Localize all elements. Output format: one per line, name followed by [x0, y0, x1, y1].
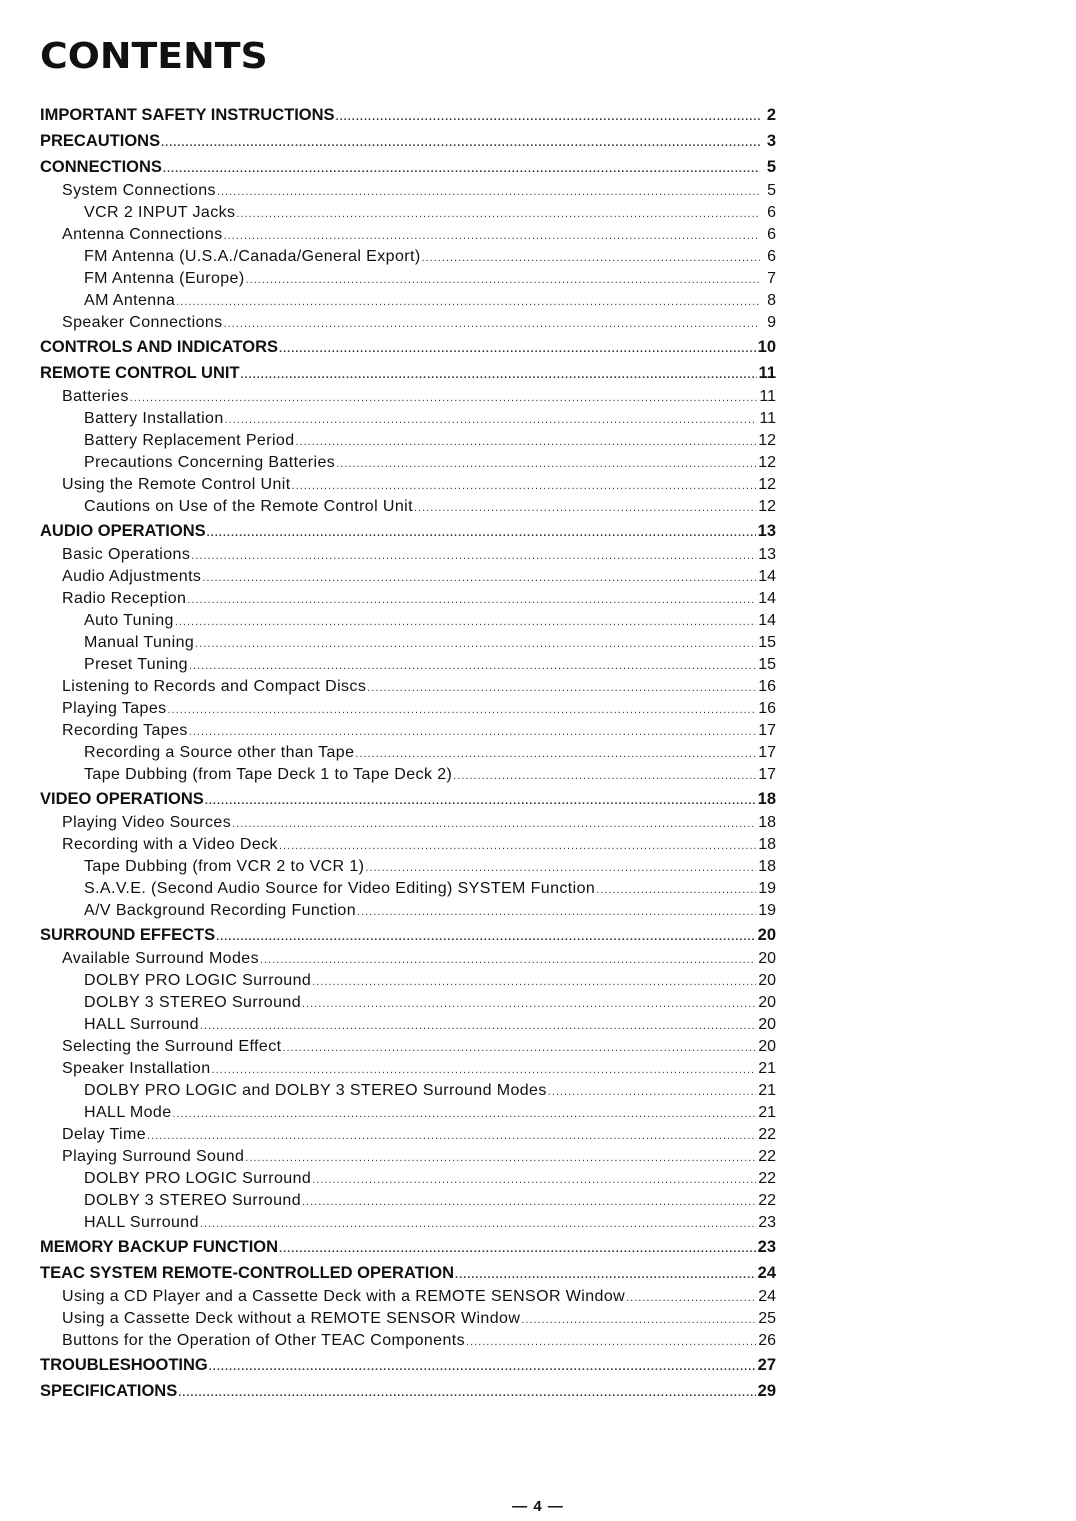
toc-entry-page-number: 11 [758, 364, 776, 382]
toc-entry-page-number: 10 [757, 338, 776, 356]
toc-entry-page-number: 14 [758, 612, 776, 629]
dot-leader [279, 336, 756, 362]
toc-subsection-entry [40, 878, 776, 900]
toc-entry-title: Playing Surround Sound [62, 1148, 245, 1165]
dot-leader [200, 1213, 756, 1235]
dot-leader [336, 453, 756, 475]
dot-leader [130, 387, 758, 409]
toc-entry-title: Selecting the Surround Effect [62, 1038, 282, 1055]
dot-leader [178, 1380, 755, 1406]
dot-leader [453, 765, 756, 787]
dot-leader [212, 1059, 757, 1081]
toc-entry-title: Using a Cassette Deck without a REMOTE SENSOR Window [62, 1310, 521, 1327]
toc-entry-title: HALL Surround [84, 1016, 199, 1033]
toc-entry-title: VIDEO OPERATIONS [40, 790, 204, 808]
toc-subsection-entry [40, 812, 776, 834]
toc-entry-page-number: 23 [758, 1214, 776, 1231]
dot-leader [224, 225, 760, 247]
toc-entry-page-number: 15 [758, 656, 776, 673]
toc-subsection-entry [40, 856, 776, 878]
dot-leader [260, 949, 756, 971]
toc-entry-title: Speaker Connections [62, 314, 223, 331]
toc-subsection-entry [40, 224, 776, 246]
dot-leader [521, 1309, 756, 1331]
toc-entry-title: VCR 2 INPUT Jacks [84, 204, 236, 221]
toc-section-entry [40, 922, 776, 948]
toc-entry-page-number: 21 [758, 1060, 776, 1077]
dot-leader [209, 1354, 756, 1380]
toc-entry-title: Playing Tapes [62, 700, 167, 717]
toc-entry-page-number: 20 [758, 950, 776, 967]
toc-entry-title: DOLBY PRO LOGIC and DOLBY 3 STEREO Surround Modes [84, 1082, 547, 1099]
toc-entry-title: REMOTE CONTROL UNIT [40, 364, 240, 382]
toc-entry-page-number: 19 [758, 880, 776, 897]
toc-entry-page-number: 20 [757, 926, 776, 944]
toc-subsection-entry [40, 452, 776, 474]
toc-entry-page-number: 22 [758, 1126, 776, 1143]
toc-subsection-entry [40, 496, 776, 518]
toc-entry-title: FM Antenna (U.S.A./Canada/General Export) [84, 248, 421, 265]
toc-entry-page-number: 20 [758, 1038, 776, 1055]
toc-entry-title: Recording Tapes [62, 722, 188, 739]
toc-entry-page-number: 21 [758, 1082, 776, 1099]
toc-entry-title: Audio Adjustments [62, 568, 202, 585]
dot-leader [626, 1287, 756, 1309]
toc-entry-page-number: 29 [757, 1382, 776, 1400]
dot-leader [232, 813, 756, 835]
dot-leader [187, 589, 756, 611]
toc-entry-page-number: 24 [758, 1288, 776, 1305]
dot-leader [225, 409, 758, 431]
toc-subsection-entry [40, 588, 776, 610]
toc-entry-page-number: 8 [767, 292, 776, 309]
toc-entry-page-number: 27 [757, 1356, 776, 1374]
toc-entry-page-number: 12 [758, 454, 776, 471]
toc-entry-title: TEAC SYSTEM REMOTE-CONTROLLED OPERATION [40, 1264, 455, 1282]
page-number: — 4 — [512, 1498, 564, 1515]
dot-leader [279, 835, 756, 857]
toc-entry-title: Listening to Records and Compact Discs [62, 678, 367, 695]
toc-entry-page-number: 12 [758, 432, 776, 449]
toc-subsection-entry [40, 408, 776, 430]
toc-entry-page-number: 18 [758, 836, 776, 853]
toc-entry-page-number: 11 [759, 410, 776, 427]
toc-subsection-entry [40, 1330, 776, 1352]
dot-leader [279, 1236, 756, 1262]
toc-entry-title: Preset Tuning [84, 656, 188, 673]
toc-entry-page-number: 16 [758, 678, 776, 695]
dot-leader [189, 721, 756, 743]
toc-entry-page-number: 17 [758, 722, 776, 739]
toc-entry-page-number: 22 [758, 1170, 776, 1187]
toc-entry-page-number: 26 [758, 1332, 776, 1349]
toc-subsection-entry [40, 764, 776, 786]
toc-subsection-entry [40, 632, 776, 654]
toc-subsection-entry [40, 180, 776, 202]
toc-subsection-entry [40, 992, 776, 1014]
dot-leader [168, 699, 757, 721]
toc-entry-title: DOLBY 3 STEREO Surround [84, 994, 301, 1011]
toc-subsection-entry [40, 1080, 776, 1102]
toc-entry-title: MEMORY BACKUP FUNCTION [40, 1238, 279, 1256]
toc-entry-page-number: 18 [758, 814, 776, 831]
toc-entry-title: CONTROLS AND INDICATORS [40, 338, 279, 356]
toc-entry-page-number: 19 [758, 902, 776, 919]
toc-section-entry [40, 1378, 776, 1404]
toc-entry-title: Buttons for the Operation of Other TEAC Components [62, 1332, 466, 1349]
toc-entry-title: Tape Dubbing (from VCR 2 to VCR 1) [84, 858, 365, 875]
toc-entry-page-number: 20 [758, 972, 776, 989]
toc-entry-page-number: 14 [758, 568, 776, 585]
dot-leader [292, 475, 757, 497]
toc-section-entry [40, 334, 776, 360]
toc-entry-page-number: 16 [758, 700, 776, 717]
toc-subsection-entry [40, 386, 776, 408]
toc-subsection-entry [40, 1014, 776, 1036]
dot-leader [357, 901, 756, 923]
toc-entry-page-number: 9 [767, 314, 776, 331]
toc-entry-title: Antenna Connections [62, 226, 223, 243]
toc-entry-page-number: 20 [758, 994, 776, 1011]
toc-section-entry [40, 518, 776, 544]
page-title: CONTENTS [40, 36, 268, 77]
dot-leader [224, 313, 760, 335]
toc-entry-page-number: 17 [758, 766, 776, 783]
dot-leader [414, 497, 756, 519]
dot-leader [367, 677, 756, 699]
toc-entry-title: Using a CD Player and a Cassette Deck with a REMOTE SENSOR Window [62, 1288, 626, 1305]
toc-entry-title: DOLBY PRO LOGIC Surround [84, 972, 312, 989]
toc-entry-title: Delay Time [62, 1126, 147, 1143]
toc-subsection-entry [40, 676, 776, 698]
dot-leader [200, 1015, 756, 1037]
toc-subsection-entry [40, 544, 776, 566]
toc-subsection-entry [40, 742, 776, 764]
toc-subsection-entry [40, 1146, 776, 1168]
dot-leader [245, 1147, 756, 1169]
toc-subsection-entry [40, 900, 776, 922]
toc-entry-title: A/V Background Recording Function [84, 902, 357, 919]
toc-section-entry [40, 128, 776, 154]
toc-entry-title: System Connections [62, 182, 216, 199]
toc-section-entry [40, 154, 776, 180]
toc-entry-page-number: 21 [758, 1104, 776, 1121]
dot-leader [422, 247, 760, 269]
toc-subsection-entry [40, 474, 776, 496]
dot-leader [176, 291, 760, 313]
dot-leader [216, 924, 756, 950]
toc-subsection-entry [40, 1286, 776, 1308]
toc-entry-title: Playing Video Sources [62, 814, 232, 831]
toc-subsection-entry [40, 430, 776, 452]
toc-entry-title: CONNECTIONS [40, 158, 162, 176]
toc-subsection-entry [40, 1190, 776, 1212]
toc-subsection-entry [40, 1036, 776, 1058]
toc-section-entry [40, 1352, 776, 1378]
toc-entry-title: Tape Dubbing (from Tape Deck 1 to Tape Deck 2) [84, 766, 453, 783]
toc-entry-title: Auto Tuning [84, 612, 174, 629]
toc-subsection-entry [40, 654, 776, 676]
toc-section-entry [40, 786, 776, 812]
toc-entry-title: AM Antenna [84, 292, 176, 309]
toc-subsection-entry [40, 202, 776, 224]
toc-entry-page-number: 22 [758, 1148, 776, 1165]
toc-entry-title: Recording a Source other than Tape [84, 744, 355, 761]
toc-entry-page-number: 12 [758, 476, 776, 493]
dot-leader [207, 520, 756, 546]
dot-leader [302, 993, 756, 1015]
toc-entry-page-number: 22 [758, 1192, 776, 1209]
dot-leader [455, 1262, 756, 1288]
toc-entry-title: Cautions on Use of the Remote Control Unit [84, 498, 413, 515]
toc-subsection-entry [40, 268, 776, 290]
dot-leader [161, 130, 760, 156]
toc-entry-title: IMPORTANT SAFETY INSTRUCTIONS [40, 106, 335, 124]
toc-subsection-entry [40, 290, 776, 312]
toc-subsection-entry [40, 1168, 776, 1190]
toc-entry-page-number: 18 [757, 790, 776, 808]
toc-entry-page-number: 6 [767, 226, 776, 243]
dot-leader [175, 611, 756, 633]
dot-leader [548, 1081, 756, 1103]
dot-leader [163, 156, 760, 182]
toc-entry-title: S.A.V.E. (Second Audio Source for Video Editing) SYSTEM Function [84, 880, 596, 897]
toc-section-entry [40, 1260, 776, 1286]
toc-entry-page-number: 5 [767, 182, 776, 199]
toc-subsection-entry [40, 834, 776, 856]
toc-entry-page-number: 24 [757, 1264, 776, 1282]
toc-entry-title: Basic Operations [62, 546, 191, 563]
toc-entry-page-number: 14 [758, 590, 776, 607]
toc-subsection-entry [40, 246, 776, 268]
dot-leader [189, 655, 756, 677]
toc-entry-title: DOLBY PRO LOGIC Surround [84, 1170, 312, 1187]
dot-leader [282, 1037, 756, 1059]
toc-entry-page-number: 20 [758, 1016, 776, 1033]
dot-leader [296, 431, 757, 453]
dot-leader [217, 181, 760, 203]
dot-leader [195, 633, 756, 655]
dot-leader [596, 879, 756, 901]
dot-leader [466, 1331, 756, 1353]
toc-entry-title: PRECAUTIONS [40, 132, 161, 150]
dot-leader [173, 1103, 757, 1125]
toc-entry-title: Battery Installation [84, 410, 224, 427]
toc-entry-page-number: 17 [758, 744, 776, 761]
toc-entry-page-number: 11 [759, 388, 776, 405]
toc-entry-page-number: 13 [757, 522, 776, 540]
dot-leader [205, 788, 756, 814]
toc-entry-title: Available Surround Modes [62, 950, 259, 967]
toc-entry-page-number: 15 [758, 634, 776, 651]
dot-leader [236, 203, 760, 225]
toc-subsection-entry [40, 1124, 776, 1146]
toc-entry-title: Precautions Concerning Batteries [84, 454, 336, 471]
toc-entry-page-number: 2 [766, 106, 776, 124]
toc-subsection-entry [40, 566, 776, 588]
toc-entry-title: Speaker Installation [62, 1060, 211, 1077]
toc-subsection-entry [40, 948, 776, 970]
toc-entry-title: TROUBLESHOOTING [40, 1356, 208, 1374]
toc-subsection-entry [40, 698, 776, 720]
toc-subsection-entry [40, 312, 776, 334]
toc-entry-page-number: 13 [758, 546, 776, 563]
toc-entry-title: HALL Mode [84, 1104, 172, 1121]
toc-section-entry [40, 1234, 776, 1260]
dot-leader [302, 1191, 756, 1213]
toc-entry-page-number: 6 [767, 248, 776, 265]
toc-subsection-entry [40, 720, 776, 742]
toc-entry-page-number: 12 [758, 498, 776, 515]
toc-entry-title: Recording with a Video Deck [62, 836, 278, 853]
toc-entry-page-number: 3 [766, 132, 776, 150]
toc-entry-title: Manual Tuning [84, 634, 195, 651]
dot-leader [355, 743, 756, 765]
dot-leader [191, 545, 756, 567]
toc-entry-page-number: 7 [767, 270, 776, 287]
toc-subsection-entry [40, 1212, 776, 1234]
toc-entry-title: SURROUND EFFECTS [40, 926, 216, 944]
dot-leader [246, 269, 760, 291]
toc-entry-title: HALL Surround [84, 1214, 199, 1231]
dot-leader [365, 857, 756, 879]
toc-subsection-entry [40, 1058, 776, 1080]
toc-section-entry [40, 360, 776, 386]
toc-entry-title: DOLBY 3 STEREO Surround [84, 1192, 301, 1209]
toc-subsection-entry [40, 610, 776, 632]
toc-entry-title: Using the Remote Control Unit [62, 476, 291, 493]
dot-leader [336, 104, 760, 130]
toc-subsection-entry [40, 970, 776, 992]
toc-entry-title: SPECIFICATIONS [40, 1382, 178, 1400]
toc-entry-page-number: 5 [766, 158, 776, 176]
toc-entry-title: AUDIO OPERATIONS [40, 522, 206, 540]
toc-entry-title: Batteries [62, 388, 129, 405]
dot-leader [147, 1125, 756, 1147]
toc-entry-page-number: 25 [758, 1310, 776, 1327]
dot-leader [312, 1169, 756, 1191]
toc-subsection-entry [40, 1102, 776, 1124]
dot-leader [312, 971, 756, 993]
toc-entry-title: Battery Replacement Period [84, 432, 295, 449]
toc-subsection-entry [40, 1308, 776, 1330]
toc-entry-title: Radio Reception [62, 590, 187, 607]
toc-section-entry [40, 102, 776, 128]
dot-leader [241, 362, 757, 388]
toc-entry-page-number: 23 [757, 1238, 776, 1256]
toc-entry-page-number: 6 [767, 204, 776, 221]
dot-leader [202, 567, 756, 589]
toc-entry-title: FM Antenna (Europe) [84, 270, 245, 287]
toc-entry-page-number: 18 [758, 858, 776, 875]
table-of-contents [40, 102, 776, 1404]
